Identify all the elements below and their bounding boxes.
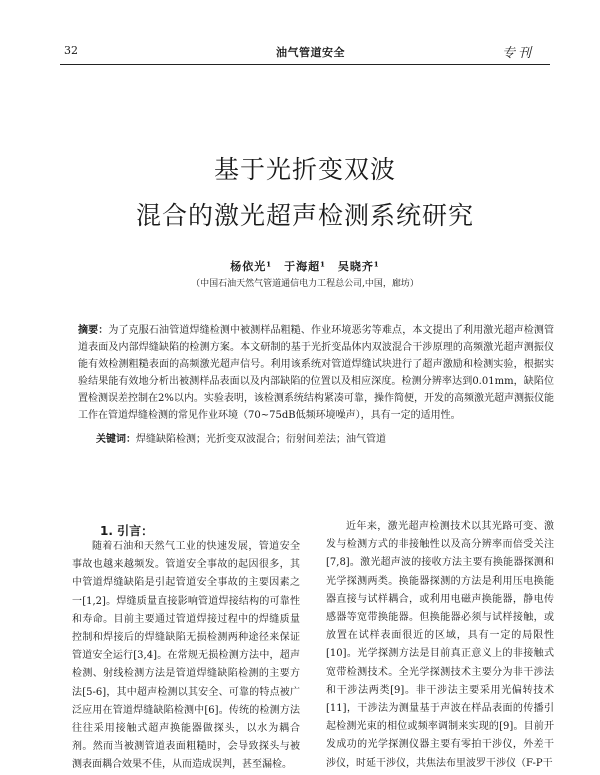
abstract-label: 摘要： <box>78 325 109 336</box>
authors: 杨依光¹ 于海超¹ 吴晓齐¹ <box>230 260 380 273</box>
affiliation: （中国石油天然气管道通信电力工程总公司,中国，廊坊） <box>191 279 419 289</box>
section-heading: 1. 引言： <box>100 524 154 538</box>
section-label: 专刊 <box>502 46 535 61</box>
title-line-2: 混合的激光超声检测系统研究 <box>135 201 474 230</box>
left-column <box>72 518 300 775</box>
keywords <box>96 430 556 445</box>
keywords-text: 焊缝缺陷检测；光折变双波混合；衍射间差法；油气管道 <box>136 434 386 445</box>
keywords-label: 关键词： <box>96 434 136 445</box>
header-rule <box>60 64 550 65</box>
left-column-text: 随着石油和天然气工业的快速发展，管道安全事故也越来越频发。管道安全事故的起因很多，其中管道焊缝缺陷是引起管道安全事故的主要因素之一[1,2]。焊缝质量直接影响管道焊接结构的可靠性和寿命。目前主要通过管道焊接过程中的焊缝质量控制和焊接后的焊缝缺陷无损检测两种途径来保证管道安全运行[3,4]。在常规无损检测方法中，超声检测、射线检测方法是管道焊缝缺陷检测的主要方法[5-6]，其中超声检测以其安全、可靠的特点被广泛应用在管道焊缝缺陷检测中[6]。传统的检测方法往往采用接触式超声换能器做探头，以水为耦合剂。然而当被测管道表面粗糙时，会导致探头与被测表面耦合效果不佳，从而造成误判，甚至漏检。 <box>72 541 300 771</box>
page-number: 32 <box>64 44 78 57</box>
title-line-1: 基于光折变双波 <box>213 155 396 184</box>
abstract <box>78 322 554 424</box>
abstract-text: 为了克服石油管道焊缝检测中被测样品粗糙、作业环境恶劣等难点，本文提出了利用激光超声检测管道表面及内部焊缝缺陷的检测方案。本文研制的基于光折变晶体内双波混合干涉原理的高频激光超声测振仪能有效检测粗糙表面的高频激光超声信号。利用该系统对管道焊缝试块进行了超声激励和检测实验，根据实验结果能有效地分析出被测样品表面以及内部缺陷的位置以及相应深度。检测分辨率达到0.01mm，缺陷位置检测误差控制在2%以内。实验表明，该检测系统结构紧凑可靠，操作简便，开发的高频激光超声测振仪能工作在管道焊缝检测的常见作业环境（70~75dB低频环境噪声），具有一定的适用性。 <box>78 325 555 421</box>
right-column <box>326 518 554 773</box>
journal-name: 油气管道安全 <box>276 46 345 59</box>
right-column-text: 近年来，激光超声检测技术以其光路可变、激发与检测方式的非接触性以及高分辨率而倍受关注[7,8]。激光超声波的接收方法主要有换能器探测和光学探测两类。换能器探测的方法是利用压电换能器直接与试样耦合，或利用电磁声换能器，静电传感器等宽带换能器。但换能器必须与试样接触，或放置在试样表面很近的区域，具有一定的局限性[10]。光学探测方法是目前真正意义上的非接触式宽带检测技术。全光学探测技术主要分为非干涉法和干涉法两类[9]。非干涉法主要采用光偏转技术[11]，干涉法为测量基于声波在样品表面的传播引起检测光束的相位或频率调制来实现的[9]。目前开发成功的光学探测仪器主要有零拍干涉仪，外差干涉仪，时延干涉仪，共焦法布里波罗干涉仪（F-P干 <box>326 521 554 769</box>
